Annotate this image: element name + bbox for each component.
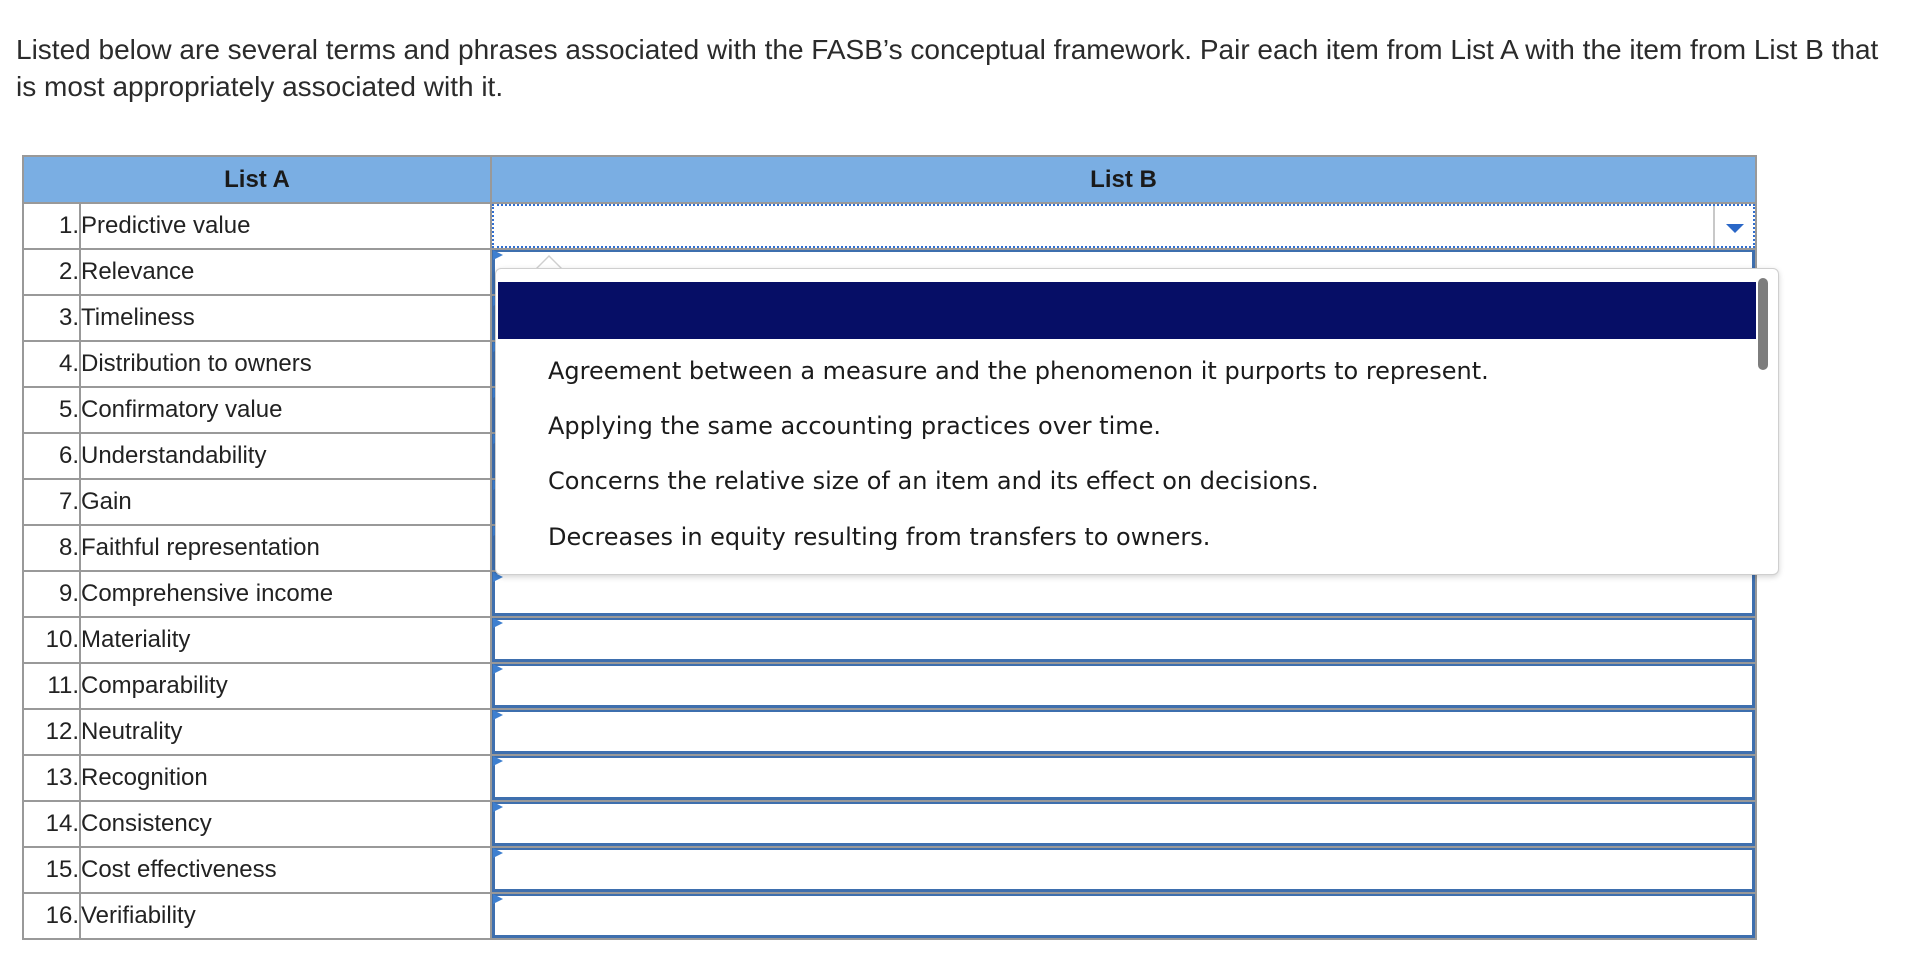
table-row [23,847,1756,893]
row-number: 14. [23,801,80,847]
list-a-term: Neutrality [80,709,491,755]
list-b-select[interactable] [492,618,1755,662]
row-number: 12. [23,709,80,755]
table-header-row [23,156,1756,203]
list-b-cell [491,617,1756,663]
list-b-cell [491,663,1756,709]
list-a-term: Materiality [80,617,491,663]
list-b-cell [491,709,1756,755]
dropdown-scrollbar[interactable] [1758,278,1768,370]
list-b-cell [491,847,1756,893]
table-row [23,617,1756,663]
table-row [23,571,1756,617]
list-a-term: Faithful representation [80,525,491,571]
row-number: 8. [23,525,80,571]
list-a-term: Confirmatory value [80,387,491,433]
row-number: 9. [23,571,80,617]
row-number: 5. [23,387,80,433]
list-b-select[interactable] [492,756,1755,800]
list-a-term: Distribution to owners [80,341,491,387]
row-number: 10. [23,617,80,663]
list-b-select[interactable] [492,572,1755,616]
dropdown-option[interactable]: Concerns the relative size of an item and its effect on decisions. [548,467,1319,495]
list-b-select[interactable] [492,894,1755,938]
list-b-cell [491,571,1756,617]
list-a-term: Consistency [80,801,491,847]
list-b-select[interactable] [492,848,1755,892]
dropdown-popup[interactable] [495,268,1779,575]
row-number: 15. [23,847,80,893]
list-a-term: Gain [80,479,491,525]
chevron-down-icon[interactable] [1713,206,1753,246]
list-b-cell [491,893,1756,939]
list-b-cell [491,801,1756,847]
list-a-term: Understandability [80,433,491,479]
row-number: 11. [23,663,80,709]
list-b-header: List B [491,156,1756,203]
row-number: 7. [23,479,80,525]
row-number: 2. [23,249,80,295]
row-number: 1. [23,203,80,249]
list-a-term: Comprehensive income [80,571,491,617]
table-row [23,709,1756,755]
list-a-term: Comparability [80,663,491,709]
row-number: 13. [23,755,80,801]
list-b-cell [491,203,1756,249]
table-row [23,203,1756,249]
dropdown-option[interactable]: Applying the same accounting practices over time. [548,412,1162,440]
dropdown-option-blank-highlighted[interactable] [498,282,1756,339]
row-number: 6. [23,433,80,479]
list-b-select[interactable] [492,802,1755,846]
dropdown-option[interactable]: Agreement between a measure and the phenomenon it purports to represent. [548,357,1489,385]
table-row [23,755,1756,801]
table-row [23,663,1756,709]
dropdown-option[interactable]: Decreases in equity resulting from transfers to owners. [548,523,1211,551]
table-row [23,801,1756,847]
list-a-term: Predictive value [80,203,491,249]
row-number: 4. [23,341,80,387]
list-b-cell [491,755,1756,801]
row-number: 16. [23,893,80,939]
list-b-select-open[interactable] [492,204,1755,248]
list-a-term: Relevance [80,249,491,295]
list-a-header: List A [23,156,491,203]
row-number: 3. [23,295,80,341]
list-a-term: Cost effectiveness [80,847,491,893]
list-b-select[interactable] [492,710,1755,754]
list-a-term: Recognition [80,755,491,801]
instructions-text: Listed below are several terms and phrases associated with the FASB’s conceptual framework. Pair each item from List A with the item from List B that is most appropriately associated with it. [16,34,1879,102]
list-a-term: Timeliness [80,295,491,341]
table-row [23,893,1756,939]
list-a-term: Verifiability [80,893,491,939]
list-b-select[interactable] [492,664,1755,708]
